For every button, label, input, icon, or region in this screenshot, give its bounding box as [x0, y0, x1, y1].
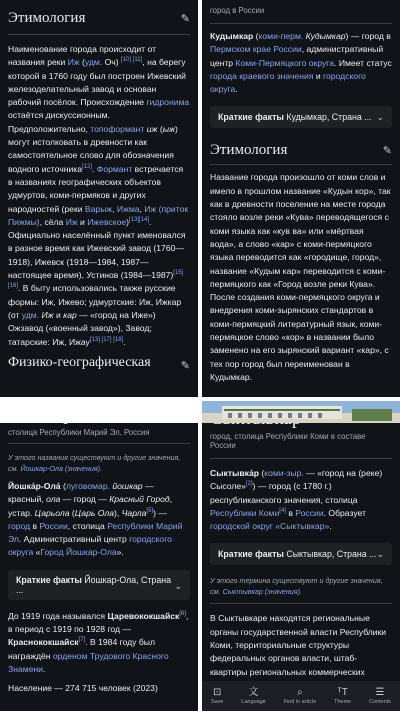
divider — [210, 458, 392, 459]
text-run: Кудымкар — [210, 31, 254, 41]
text-run: ( — [60, 481, 66, 491]
text-run: Наименование города происходит от названия реки — [8, 44, 157, 68]
section-title: Этимология — [210, 142, 288, 159]
inline-link[interactable]: городского округа — [8, 534, 172, 558]
toolbar-item-find-in-article[interactable] — [284, 687, 317, 705]
disambiguation-hatnote — [8, 452, 190, 474]
bottom-toolbar — [202, 681, 400, 711]
toolbar-label: Language — [241, 699, 266, 705]
text-run: ола — [46, 494, 61, 505]
section-header — [210, 140, 392, 160]
text-run: , — [139, 203, 145, 214]
find-icon: ⌕ — [297, 687, 303, 698]
inline-link[interactable]: коми-зыр. — [264, 468, 304, 478]
inline-link[interactable]: луговомар. — [65, 481, 110, 491]
top-caption: город в России — [210, 6, 265, 15]
text-run: Оч) — [102, 57, 122, 68]
text-run: — «город на Иже») Ожзавод («военный завод»), Завод; татарские: Иж, Ижау — [8, 309, 156, 347]
text-run: иж — [146, 123, 158, 134]
text-run: « — [33, 547, 41, 558]
text-run: ( — [157, 123, 163, 134]
quick-facts-label: Краткие факты — [218, 549, 284, 560]
reference-marker[interactable]: [13] [17] [18] — [89, 336, 124, 343]
text-run: , устар. — [8, 494, 173, 518]
inline-link[interactable]: Республики Марий Эл — [8, 520, 183, 545]
text-run: . В 1984 году был награждён — [8, 637, 155, 661]
heading-divider — [210, 164, 392, 165]
text-run: . — [235, 84, 238, 95]
text-run: кар — [63, 309, 77, 320]
text-run: и — [77, 216, 88, 227]
toolbar-label: Contents — [369, 699, 392, 705]
text-run: До 1919 года назывался — [8, 610, 108, 621]
text-run: в — [30, 520, 40, 531]
etymology-paragraph: Название города произошло от коми слов и имело в прошлом название «Кудын кор», так как в древности поселение на месте города стояло возле реки «Кува» переводящегося с коми языка как «кув ва» или «мёртвая вода», а слово «кар» с коми-пермяцкого языка переводится как «городище, город», название «Кудым кар» переводится с коми-пермяцкого как «Город возле реки Кува». После создания коми-пермяцкого округа и внедрения коми-зырянских стандартов в коми-пермяцкий литературный язык, коми-пермяцкое слово «кор» в названии было заменено на его зырянский вариант «кар», с тех пор город был переименован в Кудымкар. — [210, 172, 391, 382]
edit-pencil-icon[interactable]: ✎ — [382, 145, 392, 158]
text-run: . — [123, 336, 126, 347]
inline-link[interactable]: Республики Коми — [210, 507, 280, 518]
reference-marker[interactable]: [5] — [146, 507, 154, 514]
text-run: ( — [79, 57, 85, 68]
intro-paragraph — [210, 30, 392, 96]
inline-link[interactable]: города краевого значения — [210, 70, 314, 81]
text-run: ) — [126, 216, 130, 227]
toolbar-label: Theme — [334, 699, 352, 705]
text-run: — «город на (реке) Сысоле» — [210, 468, 383, 492]
reference-marker[interactable]: [2] — [245, 481, 253, 488]
text-run: . Официально населённый пункт именовался в разное время как Ижевский завод (1760—1918), Ижевск (1918—1984, 1987—настоящее время), Устинов (1984—1987) — [8, 216, 186, 281]
text-run: , административный центр — [210, 44, 384, 68]
text-run: — город — — [60, 494, 110, 505]
header-photo — [0, 401, 198, 423]
body-paragraph: В Сыктывкаре находятся региональные органы государственной власти Республики Коми, территориальные структуры федеральных органов власти, штаб-квартиры региональных коммерческих — [210, 613, 387, 677]
edit-pencil-icon[interactable]: ✎ — [180, 359, 190, 372]
text-run: , в период с 1919 по 1928 год — — [8, 610, 189, 635]
text-run: . — [42, 663, 46, 674]
inline-link[interactable]: топоформант — [90, 123, 145, 134]
reference-marker[interactable]: [10] [11] — [121, 57, 143, 64]
bookmark-icon: ⊡ — [212, 687, 222, 698]
chevron-down-icon: ⌄ — [376, 111, 384, 122]
reference-marker[interactable]: [7] — [78, 637, 86, 644]
inline-link[interactable]: Варыж — [84, 203, 113, 214]
text-run: Кудымкар — [305, 31, 346, 41]
text-run: — красный, — [8, 481, 154, 505]
text-run: Царь Ола — [74, 507, 114, 518]
toolbar-item-save[interactable] — [211, 687, 224, 705]
inline-link[interactable]: удм. — [21, 309, 40, 320]
inline-link[interactable]: Иж — [65, 216, 78, 227]
hatnote-text: У этого названия существуют и другие значения, см. — [8, 453, 181, 473]
next-section-title: Физико-географическая — [8, 354, 151, 370]
chevron-down-icon: ⌄ — [174, 580, 182, 591]
text-run: Царьола — [34, 507, 70, 518]
text-size-icon: ᵀT — [337, 687, 348, 698]
inline-link[interactable]: орденом Трудового Красного Знамени — [8, 650, 169, 674]
text-run: , столица — [67, 520, 108, 531]
text-run: . — [329, 521, 332, 532]
population-line: Население — 274 715 человек (2023) — [8, 683, 158, 694]
text-run: . Имеет статус — [334, 57, 392, 68]
inline-link[interactable]: город — [8, 520, 31, 531]
inline-link[interactable]: Формант — [96, 163, 133, 174]
text-run: Чарла — [121, 507, 147, 518]
hatnote-link[interactable]: Сыктывкар (значения) — [222, 587, 300, 597]
edit-pencil-icon[interactable]: ✎ — [180, 13, 190, 25]
inline-link[interactable]: Иж — [67, 57, 80, 68]
inline-link[interactable]: городской округ «Сыктывкар» — [210, 521, 330, 532]
section-header — [8, 8, 190, 28]
toolbar-label: Find in article — [283, 699, 317, 705]
header-photo — [202, 401, 400, 423]
toolbar-item-theme[interactable] — [334, 687, 351, 705]
quick-facts-box[interactable] — [8, 570, 190, 600]
inline-link[interactable]: Коми-Пермяцкого округа — [235, 57, 335, 68]
heading-divider — [8, 34, 190, 35]
intro-paragraph — [210, 467, 392, 533]
inline-link[interactable]: России — [39, 520, 68, 531]
text-run: Йошка́р-Ола́ — [8, 481, 61, 491]
intro-paragraph — [8, 480, 190, 560]
text-run: , — [112, 203, 117, 214]
inline-link[interactable]: России — [295, 507, 324, 518]
text-run: Царевококшайск — [107, 610, 180, 621]
article-subtitle: город, столица Республики Коми в составе России — [210, 432, 366, 450]
panel-izhevsk-etymology — [0, 0, 198, 397]
text-run: ( — [259, 468, 265, 478]
text-run: остаётся дискуссионным. Предположительно, — [8, 110, 110, 134]
inline-link[interactable]: коми-перм. — [258, 31, 304, 41]
text-run: Красный Город — [109, 494, 170, 505]
reference-marker[interactable]: [13][14] — [129, 217, 150, 223]
text-run: ), — [113, 507, 122, 518]
text-run: Сыктывка́р — [210, 468, 260, 478]
panel-yoshkar-ola — [0, 401, 198, 711]
panel-kudymkar — [202, 0, 400, 397]
text-run: и — [313, 70, 324, 81]
toolbar-item-language[interactable] — [241, 687, 265, 705]
history-paragraph — [8, 610, 190, 676]
section-title: Этимология — [8, 10, 86, 26]
text-run: встречается в названиях географических объектов удмуртов, коми-пермяков и других народностей (реки — [8, 163, 184, 214]
inline-link[interactable]: Ижевское — [87, 216, 127, 227]
text-run: ) — город в — [345, 31, 391, 41]
inline-link[interactable]: гидронима — [146, 97, 190, 108]
text-run: . Образует — [323, 507, 366, 518]
quick-facts-box[interactable] — [210, 543, 392, 565]
divider — [8, 443, 190, 444]
text-run: . — [92, 163, 97, 174]
inline-link[interactable]: городского округа — [210, 70, 366, 95]
inline-link[interactable]: Город Йошкар-Ола — [40, 547, 117, 558]
text-run: ) — — [153, 507, 167, 518]
quick-facts-label: Краткие факты — [16, 574, 82, 585]
reference-marker[interactable]: [15] [16] — [8, 270, 184, 290]
hatnote-end: . — [300, 587, 302, 597]
toolbar-label: Save — [210, 699, 224, 705]
next-section-header — [8, 355, 190, 372]
disambiguation-hatnote — [210, 575, 392, 597]
reference-marker[interactable]: [12] — [82, 163, 93, 170]
text-run: ) могут истолковать в древности как самостоятельное слово для обозначения водного источника — [8, 123, 178, 174]
hatnote-end: . — [100, 464, 103, 473]
hatnote-link[interactable]: Йошкар-Ола (значения) — [20, 464, 101, 473]
translate-icon: 文 — [248, 687, 259, 698]
reference-marker[interactable]: [4] — [279, 508, 286, 515]
inline-link[interactable]: Ижма — [116, 203, 140, 214]
text-run: ыж — [162, 123, 175, 134]
quick-facts-box[interactable] — [210, 106, 392, 128]
text-run: йошкар — [112, 481, 143, 491]
chevron-down-icon: ⌄ — [376, 548, 384, 559]
hatnote-text: У этого термина существуют и другие значения, см. — [210, 576, 383, 597]
text-run: и — [53, 309, 64, 320]
text-run: . В быту использовались также русские формы: Иж, Ижево; удмуртские: Иж, Ижкар (от — [8, 283, 182, 320]
inline-link[interactable]: удм. — [84, 57, 103, 68]
text-run: ) — город (с 1780 г.) республиканского значения, столица — [210, 481, 358, 505]
panel-syktyvkar — [202, 401, 400, 711]
text-run: в — [285, 507, 296, 518]
article-subtitle: столица Республики Марий Эл, Россия — [8, 428, 150, 437]
toolbar-item-contents[interactable] — [369, 687, 391, 705]
text-run: Краснококшайск — [8, 637, 79, 648]
inline-link[interactable]: Иж (приток Пижмы) — [8, 203, 189, 227]
etymology-paragraph — [8, 43, 190, 349]
inline-link[interactable]: Пермском крае России — [210, 44, 302, 55]
text-run: ( — [69, 507, 75, 518]
text-run: Иж — [41, 309, 54, 320]
text-run: ». — [116, 547, 124, 558]
quick-facts-value: Йошкар-Ола, Страна ... — [16, 574, 171, 595]
divider — [210, 603, 392, 604]
text-run: , сёла — [39, 216, 66, 227]
reference-marker[interactable]: [6] — [179, 610, 186, 617]
text-run: ( — [253, 31, 259, 41]
contents-icon: ☰ — [375, 687, 385, 698]
divider — [210, 23, 392, 24]
quick-facts-value: Кудымкар, Страна ... — [286, 112, 372, 123]
quick-facts-value: Сыктывкар, Страна ... — [286, 549, 377, 560]
quick-facts-label: Краткие факты — [218, 112, 284, 123]
text-run: , на берегу которой в 1760 году был построен Ижевский железоделательный завод и основан рабочий посёлок. Происхождение — [8, 57, 186, 108]
text-run: . Административный центр — [18, 534, 130, 545]
